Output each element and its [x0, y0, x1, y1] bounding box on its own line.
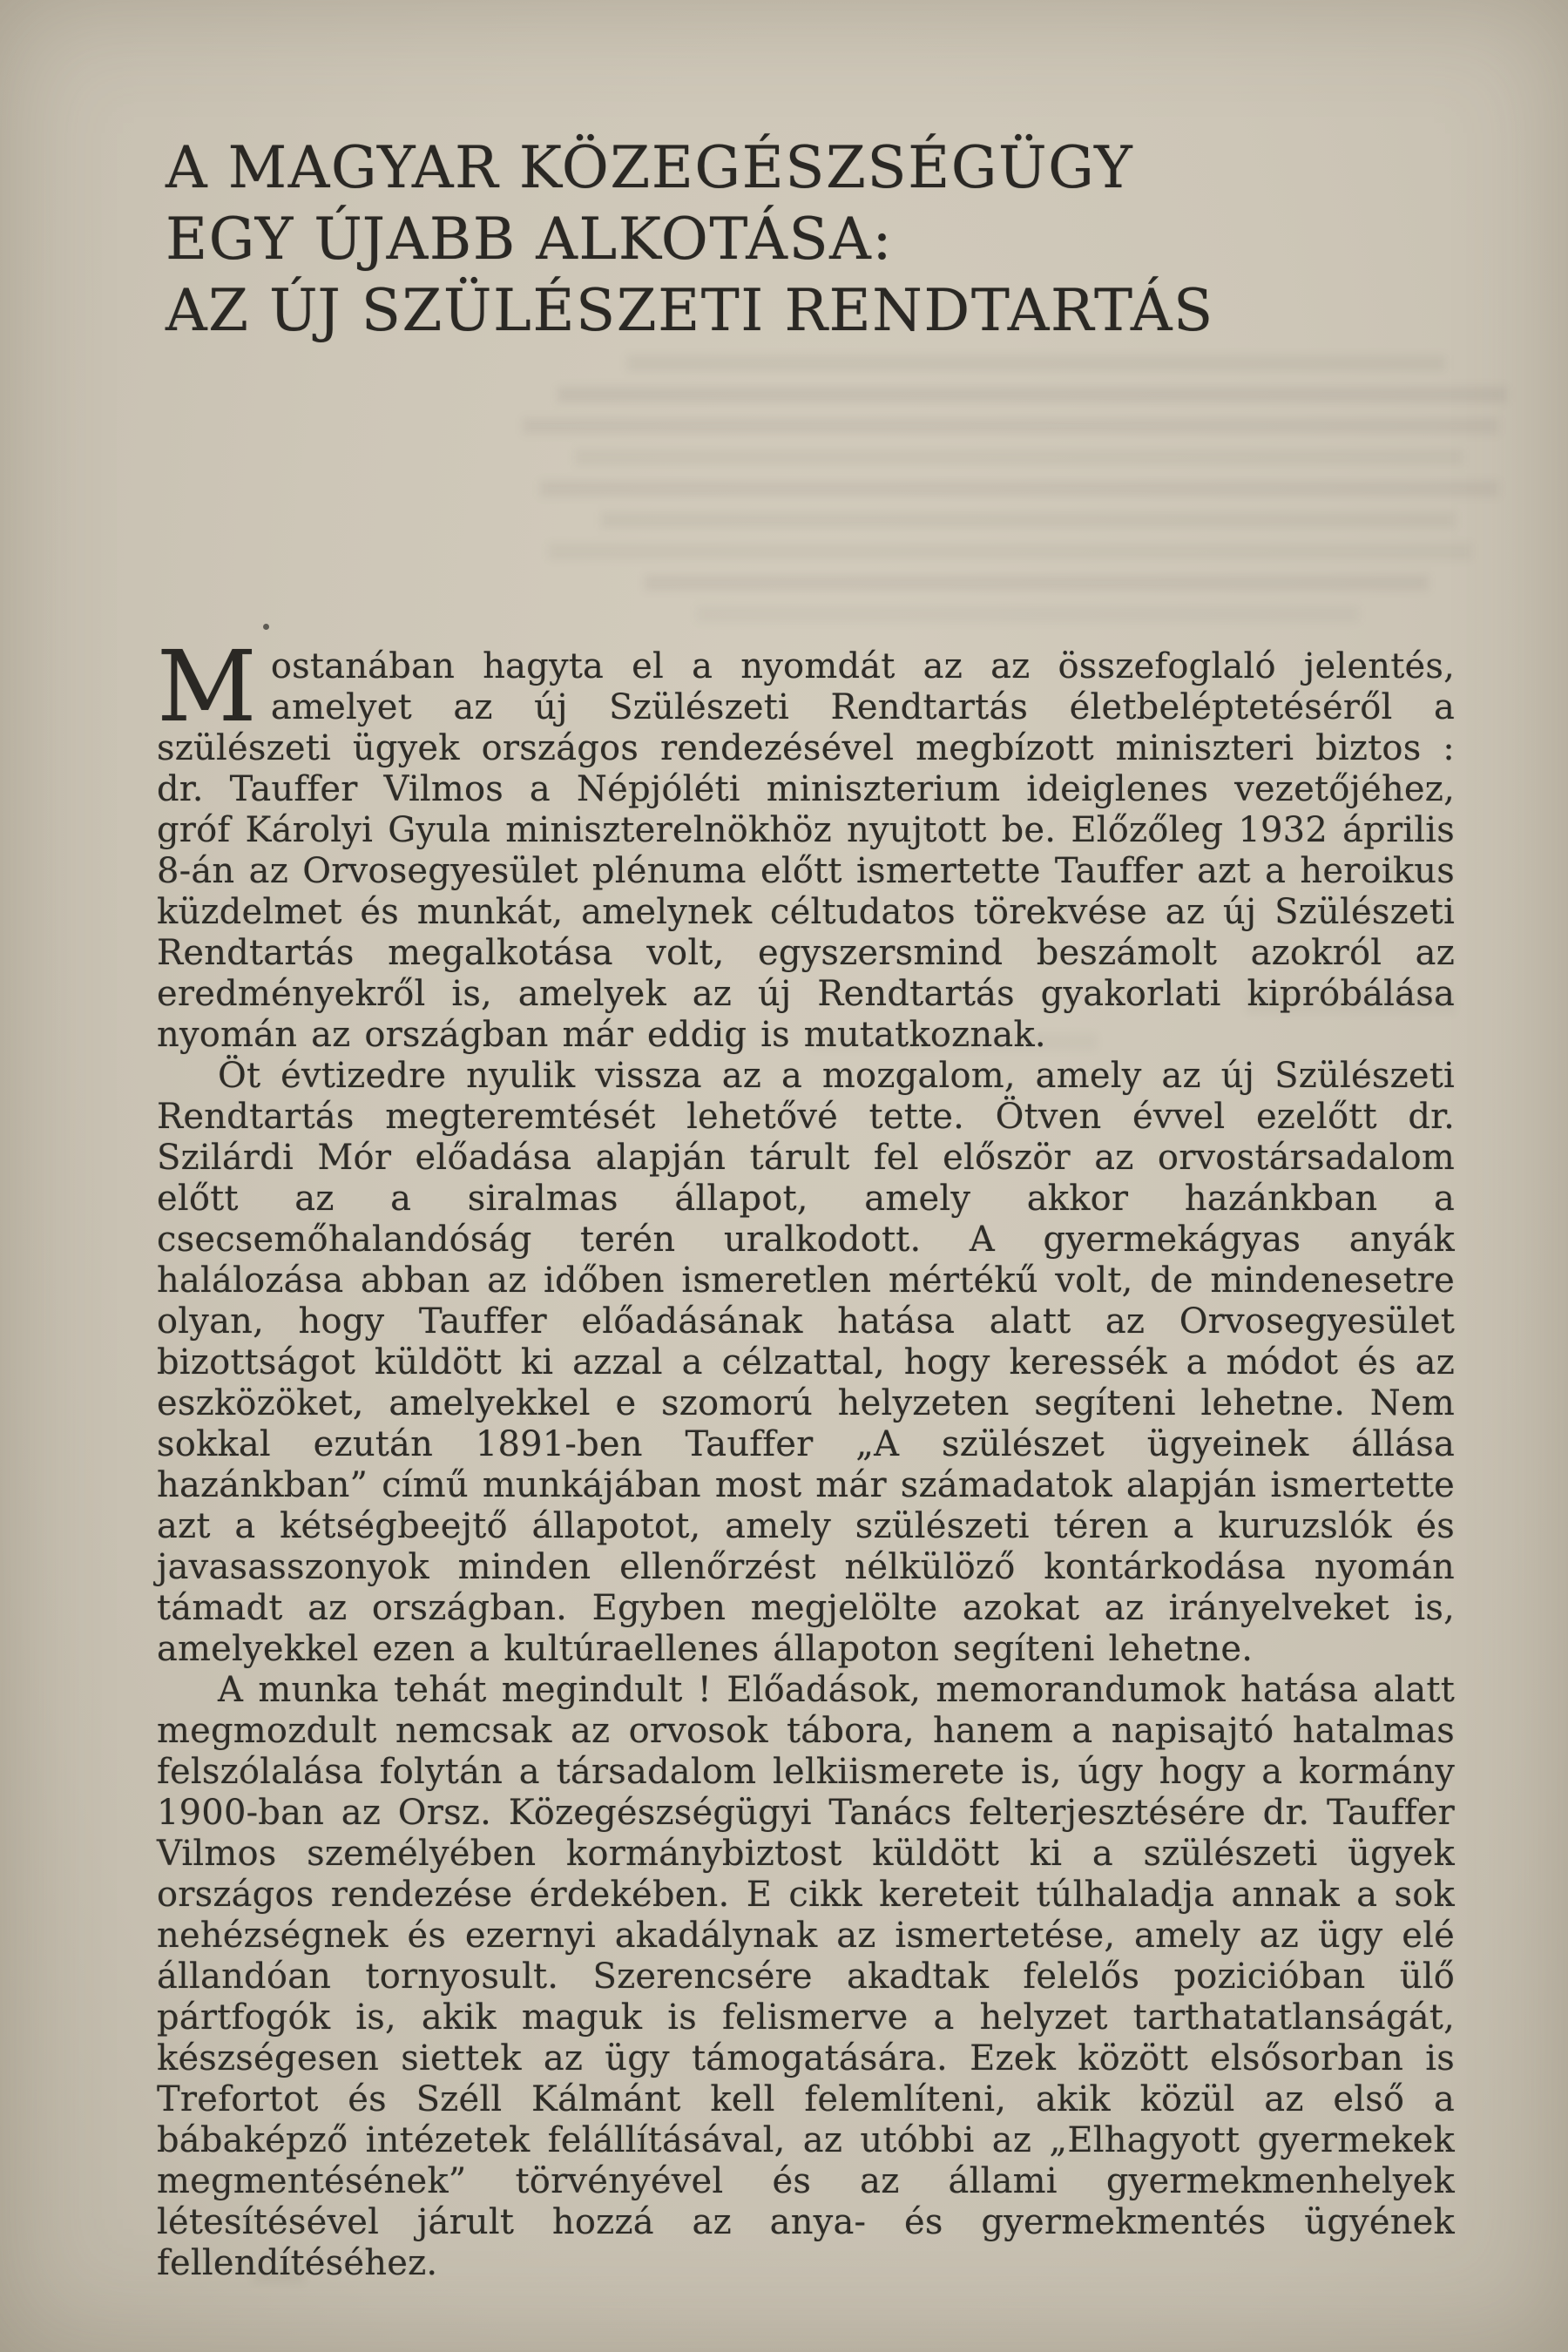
paragraph: [157, 631, 1455, 1056]
drop-cap: M: [157, 631, 257, 744]
bleed-through-artifact: [523, 355, 1551, 660]
article-title: [166, 132, 1214, 347]
article-body: [157, 631, 1455, 2284]
paragraph: [157, 1056, 1455, 1670]
print-artifact-dot: [263, 624, 269, 630]
paragraph-text: Öt évtizedre nyulik vissza az a mozgalom, amely az új Szülészeti Rendtartás megteremtését lehetővé tette. Ötven évvel ezelőtt dr. Szilárdi Mór előadása alapján tárult fel először az orvostársadalom előtt az a siralmas állapot, amely akkor hazánkban a csecsemőhalandóság terén uralkodott. A gyermekágyas anyák halálozása abban az időben ismeretlen mértékű volt, de mindenesetre olyan, hogy Tauffer előadásának hatása alatt az Orvosegyesület bizottságot küldött ki azzal a célzattal, hogy keressék a módot és az eszközöket, amelyekkel e szomorú helyzeten segíteni lehetne. Nem sokkal ezután 1891-ben Tauffer „A szülészet ügyeinek állása hazánkban” című munkájában most már számadatok alapján ismertette azt a kétségbeejtő állapotot, amely szülészeti téren a kuruzslók és javasasszonyok minden ellenőrzést nélkülöző kontárkodása nyomán támadt az országban. Egyben megjelölte azokat az irányelveket is, amelyekkel ezen a kultúraellenes állapoton segíteni lehetne.: [157, 1056, 1455, 1669]
paragraph-text: ostanában hagyta el a nyomdát az az összefoglaló jelentés, amelyet az új Szülészeti Rendtartás életbeléptetéséről a szülészeti ügyek országos rendezésével megbízott miniszteri biztos : dr. Tauffer Vilmos a Népjóléti miniszterium ideiglenes vezetőjéhez, gróf Károlyi Gyula miniszterelnökhöz nyujtott be. Előzőleg 1932 április 8-án az Orvosegyesület plénuma előtt ismertette Tauffer azt a heroikus küzdelmet és munkát, amelynek céltudatos törekvése az új Szülészeti Rendtartás megalkotása volt, egyszersmind beszámolt azokról az eredményekről is, amelyek az új Rendtartás gyakorlati kipróbálása nyomán az országban már eddig is mutatkoznak.: [157, 646, 1455, 1055]
article-title-line-1: A MAGYAR KÖZEGÉSZSÉGÜGY: [166, 134, 1134, 201]
paragraph: [157, 1670, 1455, 2284]
article-title-line-3: AZ ÚJ SZÜLÉSZETI RENDTARTÁS: [166, 277, 1214, 344]
article-title-line-2: EGY ÚJABB ALKOTÁSA:: [166, 206, 894, 273]
paragraph-text: A munka tehát megindult ! Előadások, memorandumok hatása alatt megmozdult nemcsak az orvosok tábora, hanem a napisajtó hatalmas felszólalása folytán a társadalom lelkiismerete is, úgy hogy a kormány 1900-ban az Orsz. Közegészségügyi Tanács felterjesztésére dr. Tauffer Vilmos személyében kormánybiztost küldött ki a szülészeti ügyek országos rendezése érdekében. E cikk kereteit túlhaladja annak a sok nehézségnek és ezernyi akadálynak az ismertetése, amely az ügy elé állandóan tornyosult. Szerencsére akadtak felelős pozicióban ülő pártfogók is, akik maguk is felismerve a helyzet tarthatatlanságát, készségesen siettek az ügy támogatására. Ezek között elsősorban is Trefortot és Széll Kálmánt kell felemlíteni, akik közül az első a bábaképző intézetek felállításával, az utóbbi az „Elhagyott gyermekek megmentésének” törvényével és az állami gyermekmenhelyek létesítésével járult hozzá az anya- és gyermekmentés ügyének fellendítéséhez.: [157, 1670, 1455, 2283]
